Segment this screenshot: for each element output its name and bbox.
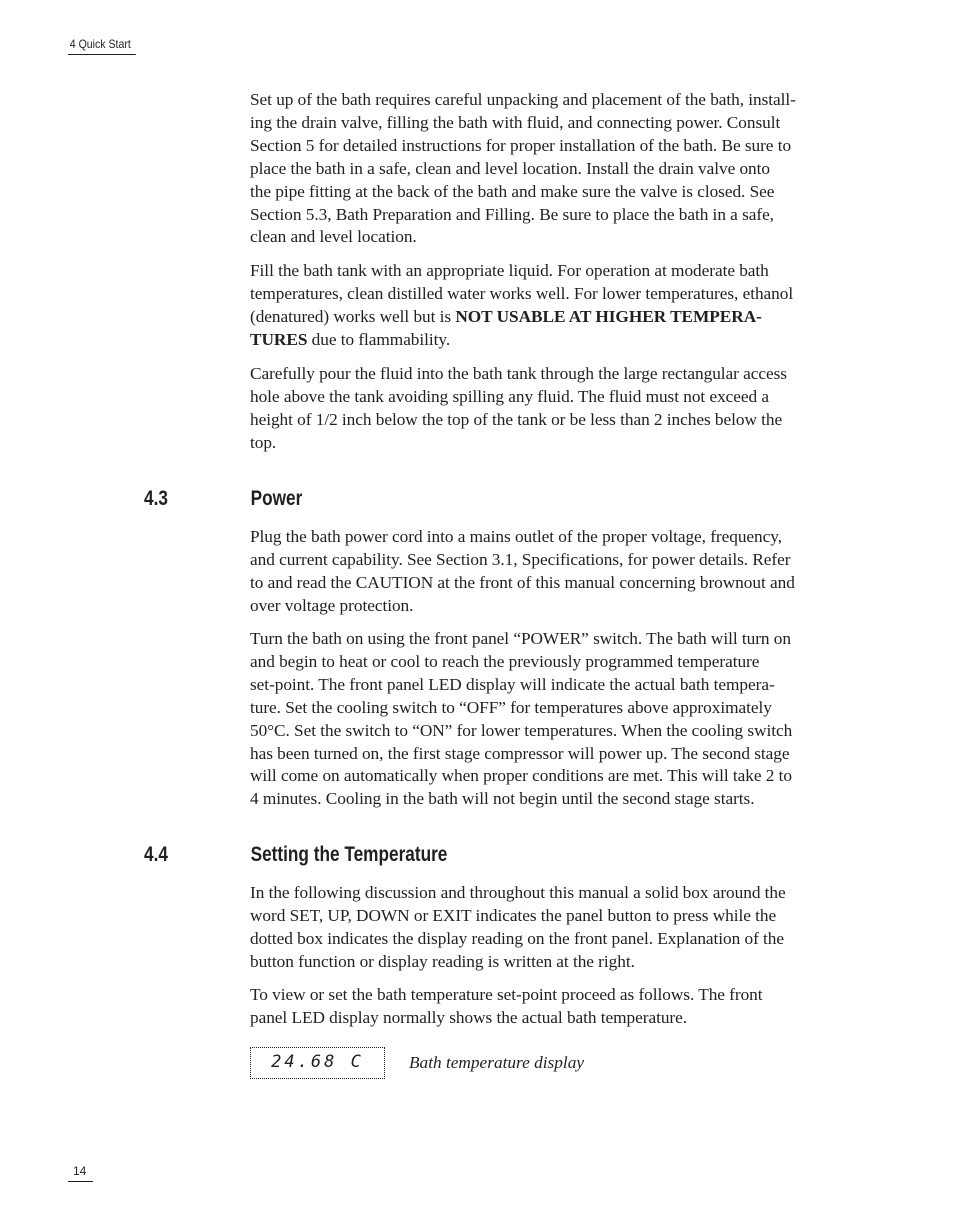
text-line: over voltage protection. <box>250 595 414 615</box>
text-line: Carefully pour the fluid into the bath tank through the large rectangular access <box>250 364 787 383</box>
text-line: set-point. The front panel LED display will indicate the actual bath tempera- <box>250 674 775 694</box>
text-line: place the bath in a safe, clean and level location. Install the drain valve onto <box>250 158 770 178</box>
text-line: clean and level location. <box>250 227 417 247</box>
power-paragraph-1 <box>250 526 862 618</box>
warning-text: NOT USABLE AT HIGHER TEMPERA- <box>455 306 762 326</box>
led-display-reading: 24.68 C <box>250 1047 385 1079</box>
text-line: to and read the CAUTION at the front of this manual concerning brownout and <box>250 572 795 592</box>
section-heading-power <box>144 486 302 512</box>
display-caption: Bath temperature display <box>409 1053 585 1072</box>
text-line: and begin to heat or cool to reach the previously programmed temperature <box>250 651 760 671</box>
text-line: has been turned on, the first stage compressor will power up. The second stage <box>250 743 790 763</box>
text-line: panel LED display normally shows the actual bath temperature. <box>250 1007 688 1027</box>
temperature-paragraph-1 <box>250 882 862 974</box>
section-title: Power <box>250 487 303 510</box>
warning-text: TURES <box>250 329 308 349</box>
text-line: height of 1/2 inch below the top of the tank or be less than 2 inches below the <box>250 409 783 429</box>
temperature-paragraph-2 <box>250 984 862 1030</box>
text-line: Turn the bath on using the front panel “POWER” switch. The bath will turn on <box>250 629 791 648</box>
text-line: temperatures, clean distilled water works well. For lower temperatures, ethanol <box>250 283 794 303</box>
text-line: To view or set the bath temperature set-point proceed as follows. The front <box>250 985 763 1004</box>
section-heading-setting-temperature <box>144 842 447 868</box>
text-line: ture. Set the cooling switch to “OFF” for temperatures above approximately <box>250 697 772 717</box>
text-line: Set up of the bath requires careful unpacking and placement of the bath, install- <box>250 90 796 109</box>
text-line: Section 5 for detailed instructions for proper installation of the bath. Be sure to <box>250 135 792 155</box>
text-line: Fill the bath tank with an appropriate liquid. For operation at moderate bath <box>250 261 769 280</box>
section-number: 4.3 <box>144 487 168 510</box>
text-line: button function or display reading is written at the right. <box>250 951 635 971</box>
text-line: 50°C. Set the switch to “ON” for lower temperatures. When the cooling switch <box>250 720 793 740</box>
text-line: the pipe fitting at the back of the bath and make sure the valve is closed. See <box>250 181 775 201</box>
section-title: Setting the Temperature <box>250 843 448 866</box>
text-run: (denatured) works well but is <box>250 306 456 326</box>
text-line: Plug the bath power cord into a mains outlet of the proper voltage, frequency, <box>250 527 782 546</box>
intro-paragraph-3 <box>250 363 862 455</box>
text-line: ing the drain valve, filling the bath with fluid, and connecting power. Consult <box>250 112 781 132</box>
text-line: hole above the tank avoiding spilling any fluid. The fluid must not exceed a <box>250 386 770 406</box>
text-line: will come on automatically when proper conditions are met. This will take 2 to <box>250 766 792 786</box>
text-line: Section 5.3, Bath Preparation and Filling. Be sure to place the bath in a safe, <box>250 204 774 224</box>
intro-paragraph-1 <box>250 89 862 249</box>
text-line: In the following discussion and throughout this manual a solid box around the <box>250 883 786 902</box>
power-paragraph-2 <box>250 628 862 811</box>
running-header: 4 Quick Start <box>68 36 136 55</box>
page-number: 14 <box>68 1163 93 1182</box>
intro-paragraph-2 <box>250 260 862 352</box>
text-line: and current capability. See Section 3.1, Specifications, for power details. Refer <box>250 549 791 569</box>
text-line: dotted box indicates the display reading on the front panel. Explanation of the <box>250 928 785 948</box>
text-line: 4 minutes. Cooling in the bath will not begin until the second stage starts. <box>250 789 755 809</box>
section-number: 4.4 <box>144 843 168 866</box>
text-line <box>250 329 862 352</box>
text-line: top. <box>250 432 277 452</box>
text-line: word SET, UP, DOWN or EXIT indicates the panel button to press while the <box>250 905 777 925</box>
text-line <box>250 306 862 329</box>
text-run: due to flammability. <box>307 329 451 349</box>
